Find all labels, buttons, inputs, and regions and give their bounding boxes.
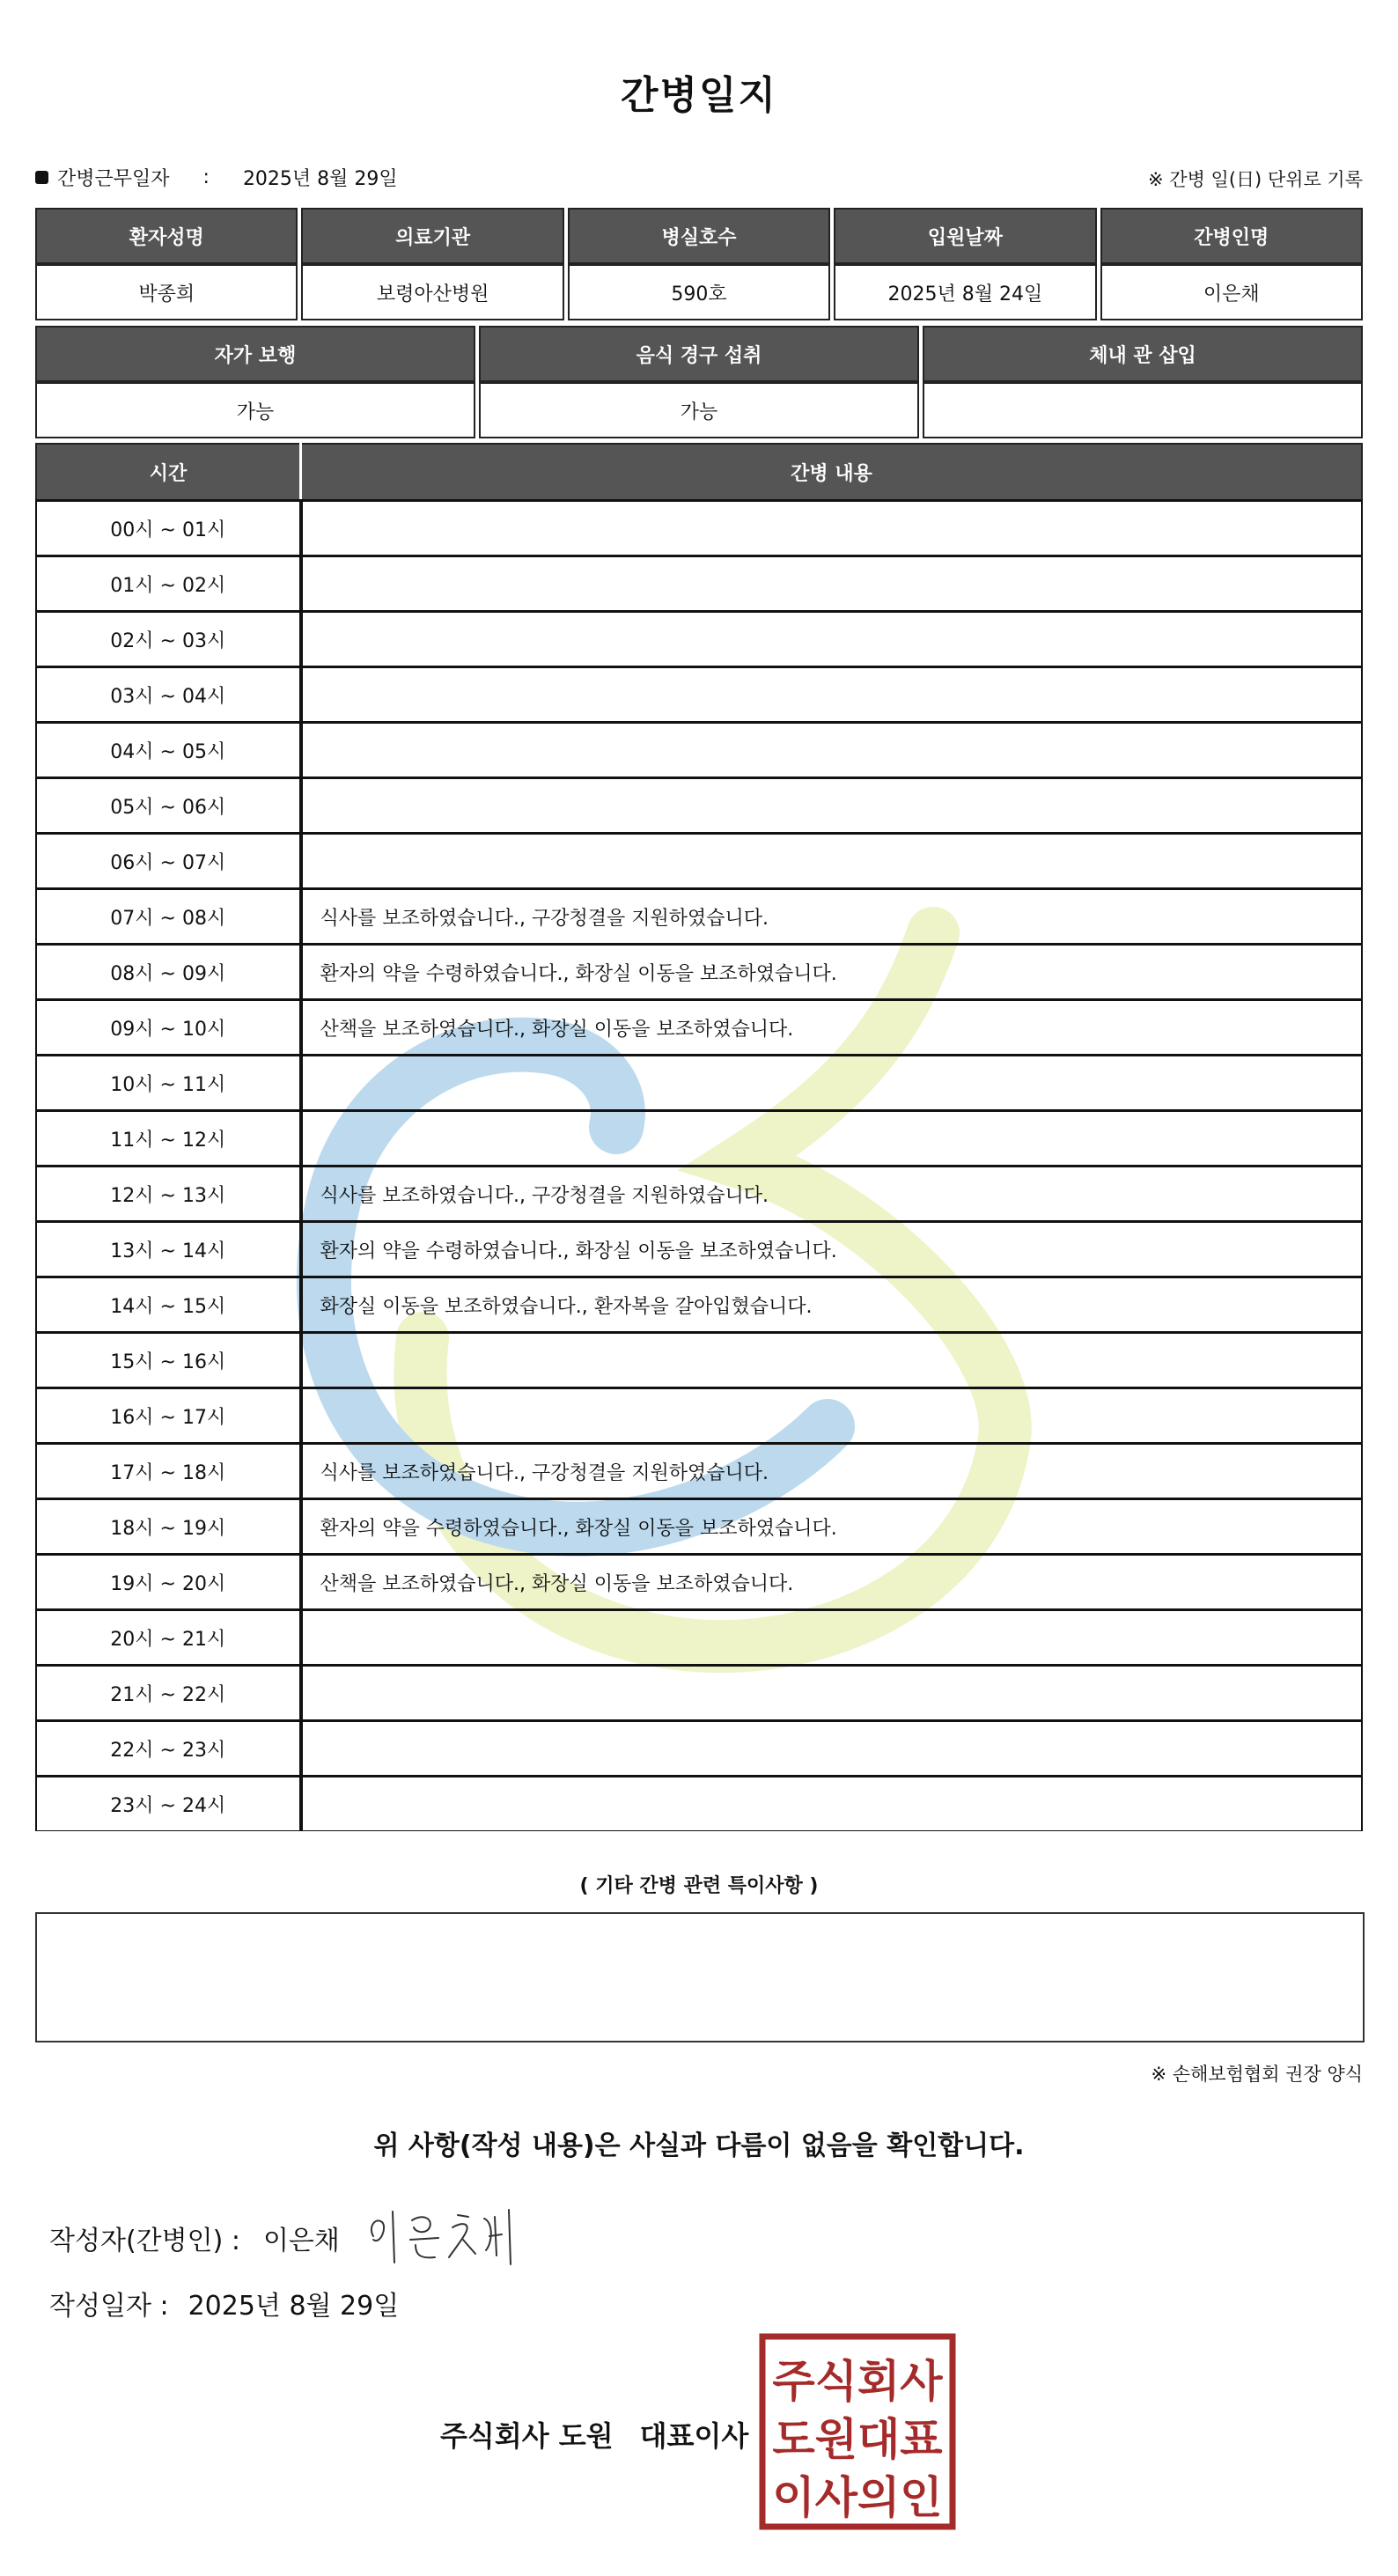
time-cell: 20시 ~ 21시: [36, 1610, 301, 1666]
time-cell: 22시 ~ 23시: [36, 1721, 301, 1777]
care-content-cell: 식사를 보조하였습니다., 구강청결을 지원하였습니다.: [301, 1167, 1363, 1222]
care-log-table: [35, 443, 1363, 1831]
work-date-label: 간병근무일자: [57, 168, 170, 190]
time-cell: 07시 ~ 08시: [36, 889, 301, 945]
table-row: [36, 1333, 1362, 1388]
care-content-cell: 환자의 약을 수령하였습니다., 화장실 이동을 보조하였습니다.: [301, 1499, 1363, 1555]
care-content-cell: [301, 778, 1363, 834]
care-content-cell: [301, 1333, 1363, 1388]
time-cell: 01시 ~ 02시: [36, 556, 301, 612]
care-content-cell: [301, 1056, 1363, 1111]
work-date-value: 2025년 8월 29일: [242, 168, 398, 190]
care-content-cell: [301, 1721, 1363, 1777]
care-content-header: 간병 내용: [301, 444, 1363, 501]
time-cell: 16시 ~ 17시: [36, 1388, 301, 1444]
time-cell: 19시 ~ 20시: [36, 1555, 301, 1610]
seal-line-2: 도원대표: [772, 2414, 943, 2465]
time-cell: 13시 ~ 14시: [36, 1222, 301, 1277]
care-content-cell: [301, 1666, 1363, 1721]
care-content-cell: [301, 1777, 1363, 1831]
table-row: [36, 1388, 1362, 1444]
care-content-cell: 환자의 약을 수령하였습니다., 화장실 이동을 보조하였습니다.: [301, 945, 1363, 1000]
oral-intake-value: 가능: [479, 382, 919, 438]
walking-header: 자가 보행: [35, 326, 475, 382]
patient-name: 박종희: [35, 264, 298, 320]
company-seal: [759, 2333, 956, 2530]
table-row: [36, 667, 1362, 723]
written-date-label: 작성일자 :: [49, 2291, 169, 2322]
care-content-cell: 화장실 이동을 보조하였습니다., 환자복을 갈아입혔습니다.: [301, 1277, 1363, 1333]
seal-line-1: 주식회사: [772, 2356, 943, 2407]
time-cell: 18시 ~ 19시: [36, 1499, 301, 1555]
care-content-cell: [301, 723, 1363, 778]
care-content-cell: 산책을 보조하였습니다., 화장실 이동을 보조하였습니다.: [301, 1000, 1363, 1056]
table-row: [36, 1721, 1362, 1777]
time-cell: 04시 ~ 05시: [36, 723, 301, 778]
hospital-header: 의료기관: [301, 208, 563, 264]
room: 590호: [568, 264, 830, 320]
care-content-cell: [301, 834, 1363, 889]
unit-note: ※ 간병 일(日) 단위로 기록: [1148, 169, 1363, 190]
table-row: [36, 501, 1362, 556]
time-cell: 12시 ~ 13시: [36, 1167, 301, 1222]
table-row: [36, 1444, 1362, 1499]
time-cell: 15시 ~ 16시: [36, 1333, 301, 1388]
care-content-cell: 환자의 약을 수령하였습니다., 화장실 이동을 보조하였습니다.: [301, 1222, 1363, 1277]
time-cell: 02시 ~ 03시: [36, 612, 301, 667]
table-row: [36, 1000, 1362, 1056]
care-content-cell: [301, 612, 1363, 667]
tube-insertion-value: [923, 382, 1363, 438]
tube-insertion-header: 체내 관 삽입: [923, 326, 1363, 382]
care-log-body: [36, 501, 1362, 1831]
confirmation-statement: 위 사항(작성 내용)은 사실과 다름이 없음을 확인합니다.: [373, 2131, 1025, 2161]
patient-info-table: [32, 208, 1366, 320]
care-content-cell: 식사를 보조하였습니다., 구강청결을 지원하였습니다.: [301, 889, 1363, 945]
time-cell: 10시 ~ 11시: [36, 1056, 301, 1111]
care-content-cell: [301, 667, 1363, 723]
admission-date: 2025년 8월 24일: [834, 264, 1096, 320]
work-date-separator: :: [202, 166, 210, 188]
table-row: [36, 1777, 1362, 1831]
company-name: 주식회사 도원: [440, 2419, 614, 2453]
time-cell: 14시 ~ 15시: [36, 1277, 301, 1333]
table-row: [36, 889, 1362, 945]
time-cell: 23시 ~ 24시: [36, 1777, 301, 1831]
table-row: [36, 723, 1362, 778]
association-note: ※ 손해보험협회 권장 양식: [1151, 2064, 1363, 2085]
special-notes-box: [35, 1912, 1365, 2042]
table-row: [36, 1111, 1362, 1167]
table-row: [36, 556, 1362, 612]
document-title: 간병일지: [620, 73, 777, 118]
care-content-cell: [301, 1388, 1363, 1444]
time-cell: 11시 ~ 12시: [36, 1111, 301, 1167]
care-content-cell: 식사를 보조하였습니다., 구강청결을 지원하였습니다.: [301, 1444, 1363, 1499]
bullet-square-icon: [35, 171, 48, 184]
patient-name-header: 환자성명: [35, 208, 298, 264]
time-cell: 09시 ~ 10시: [36, 1000, 301, 1056]
written-date-line: [49, 2284, 399, 2322]
room-header: 병실호수: [568, 208, 830, 264]
table-row: [36, 945, 1362, 1000]
care-content-cell: [301, 1111, 1363, 1167]
writer-name: 이은채: [262, 2226, 340, 2256]
time-cell: 00시 ~ 01시: [36, 501, 301, 556]
handwritten-signature: [361, 2201, 537, 2271]
time-cell: 03시 ~ 04시: [36, 667, 301, 723]
work-date: [35, 164, 398, 191]
table-row: [36, 1167, 1362, 1222]
table-row: [36, 1555, 1362, 1610]
patient-status-table: [32, 326, 1366, 438]
care-content-cell: 산책을 보조하였습니다., 화장실 이동을 보조하였습니다.: [301, 1555, 1363, 1610]
admission-date-header: 입원날짜: [834, 208, 1096, 264]
time-cell: 06시 ~ 07시: [36, 834, 301, 889]
special-notes-title: ( 기타 간병 관련 특이사항 ): [579, 1875, 819, 1897]
representative-title: 대표이사: [639, 2419, 749, 2453]
table-row: [36, 834, 1362, 889]
written-date-value: 2025년 8월 29일: [188, 2291, 400, 2322]
care-content-cell: [301, 556, 1363, 612]
table-row: [36, 1610, 1362, 1666]
hospital: 보령아산병원: [301, 264, 563, 320]
table-row: [36, 1222, 1362, 1277]
table-row: [36, 612, 1362, 667]
table-row: [36, 1277, 1362, 1333]
care-content-cell: [301, 1610, 1363, 1666]
walking-value: 가능: [35, 382, 475, 438]
table-row: [36, 1499, 1362, 1555]
table-row: [36, 1056, 1362, 1111]
table-row: [36, 1666, 1362, 1721]
time-header: 시간: [36, 444, 301, 501]
oral-intake-header: 음식 경구 섭취: [479, 326, 919, 382]
seal-line-3: 이사의인: [772, 2472, 943, 2523]
time-cell: 17시 ~ 18시: [36, 1444, 301, 1499]
writer-line: [49, 2219, 340, 2257]
caregiver-name-header: 간병인명: [1100, 208, 1363, 264]
time-cell: 08시 ~ 09시: [36, 945, 301, 1000]
writer-label: 작성자(간병인) :: [49, 2226, 240, 2256]
time-cell: 05시 ~ 06시: [36, 778, 301, 834]
care-content-cell: [301, 501, 1363, 556]
company-line: [440, 2414, 748, 2455]
table-row: [36, 778, 1362, 834]
time-cell: 21시 ~ 22시: [36, 1666, 301, 1721]
caregiver-name: 이은채: [1100, 264, 1363, 320]
